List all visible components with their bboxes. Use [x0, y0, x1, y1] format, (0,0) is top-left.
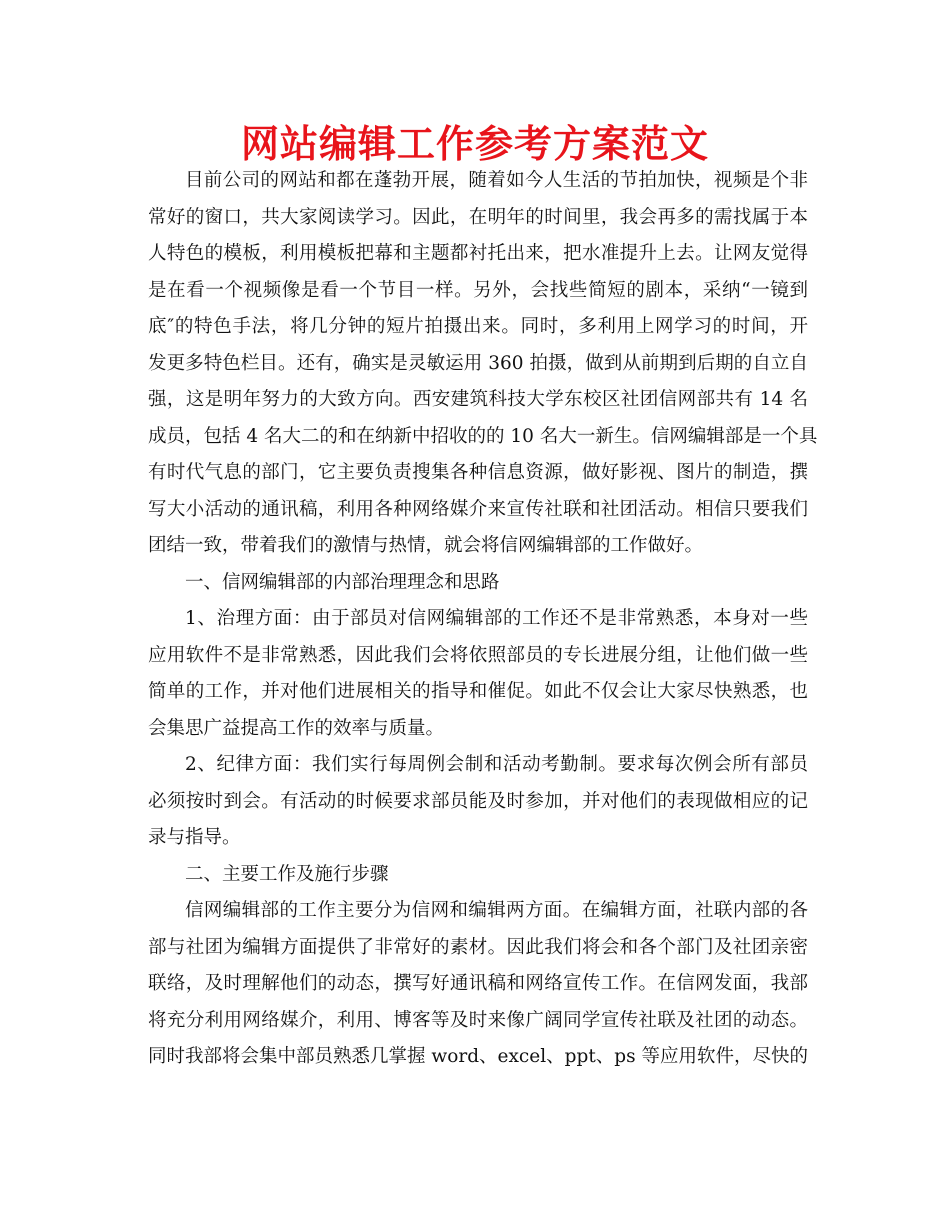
text-line: 团结一致，带着我们的激情与热情，就会将信网编辑部的工作做好。	[148, 535, 704, 556]
text-line: 写大小活动的通讯稿，利用各种网络媒介来宣传社联和社团活动。相信只要我们	[148, 498, 808, 520]
text-line: 有时代气息的部门，它主要负责搜集各种信息资源，做好影视、图片的制造，撰	[148, 462, 808, 483]
text-line: 底″的特色手法，将几分钟的短片拍摄出来。同时，多利用上网学习的时间，开	[148, 316, 808, 337]
text-line: 成员，包括 4 名大二的和在纳新中招收的的 10 名大一新生。信网编辑部是一个具	[148, 425, 818, 447]
text-line: 必须按时到会。有活动的时候要求部员能及时参加，并对他们的表现做相应的记	[148, 790, 808, 812]
document-body	[148, 163, 818, 1076]
text-line: 目前公司的网站和都在蓬勃开展，随着如今人生活的节拍加快，视频是个非	[185, 170, 808, 191]
text-line: 二、主要工作及施行步骤	[185, 863, 389, 885]
text-line: 应用软件不是非常熟悉，因此我们会将依照部员的专长进展分组，让他们做一些	[148, 644, 808, 666]
text-line: 常好的窗口，共大家阅读学习。因此，在明年的时间里，我会再多的需找属于本	[148, 206, 808, 228]
text-line: 强，这是明年努力的大致方向。西安建筑科技大学东校区社团信网部共有 14 名	[148, 389, 808, 410]
text-line: 会集思广益提高工作的效率与质量。	[148, 717, 445, 739]
text-line: 录与指导。	[148, 827, 241, 848]
text-line: 同时我部将会集中部员熟悉几掌握 word、excel、ppt、ps 等应用软件，尽快的	[148, 1046, 808, 1067]
text-line: 2、纪律方面：我们实行每周例会制和活动考勤制。要求每次例会所有部员	[185, 754, 808, 775]
text-line: 是在看一个视频像是看一个节目一样。另外，会找些简短的剧本，采纳“一镜到	[148, 279, 808, 301]
text-line: 一、信网编辑部的内部治理理念和思路	[185, 571, 500, 593]
text-line: 简单的工作，并对他们进展相关的指导和催促。如此不仅会让大家尽快熟悉，也	[148, 681, 808, 702]
text-line: 信网编辑部的工作主要分为信网和编辑两方面。在编辑方面，社联内部的各	[185, 900, 808, 921]
text-line: 人特色的模板，利用模板把幕和主题都衬托出来，把水准提升上去。让网友觉得	[148, 243, 808, 264]
text-line: 1、治理方面：由于部员对信网编辑部的工作还不是非常熟悉，本身对一些	[185, 608, 808, 629]
text-line: 将充分利用网络媒介，利用、博客等及时来像广阔同学宣传社联及社团的动态。	[148, 1009, 808, 1031]
document-title: 网站编辑工作参考方案范文	[240, 121, 709, 166]
text-line: 联络，及时理解他们的动态，撰写好通讯稿和网络宣传工作。在信网发面，我部	[148, 973, 808, 994]
text-line: 发更多特色栏目。还有，确实是灵敏运用 360 拍摄，做到从前期到后期的自立自	[148, 352, 808, 374]
text-line: 部与社团为编辑方面提供了非常好的素材。因此我们将会和各个部门及社团亲密	[148, 936, 808, 958]
